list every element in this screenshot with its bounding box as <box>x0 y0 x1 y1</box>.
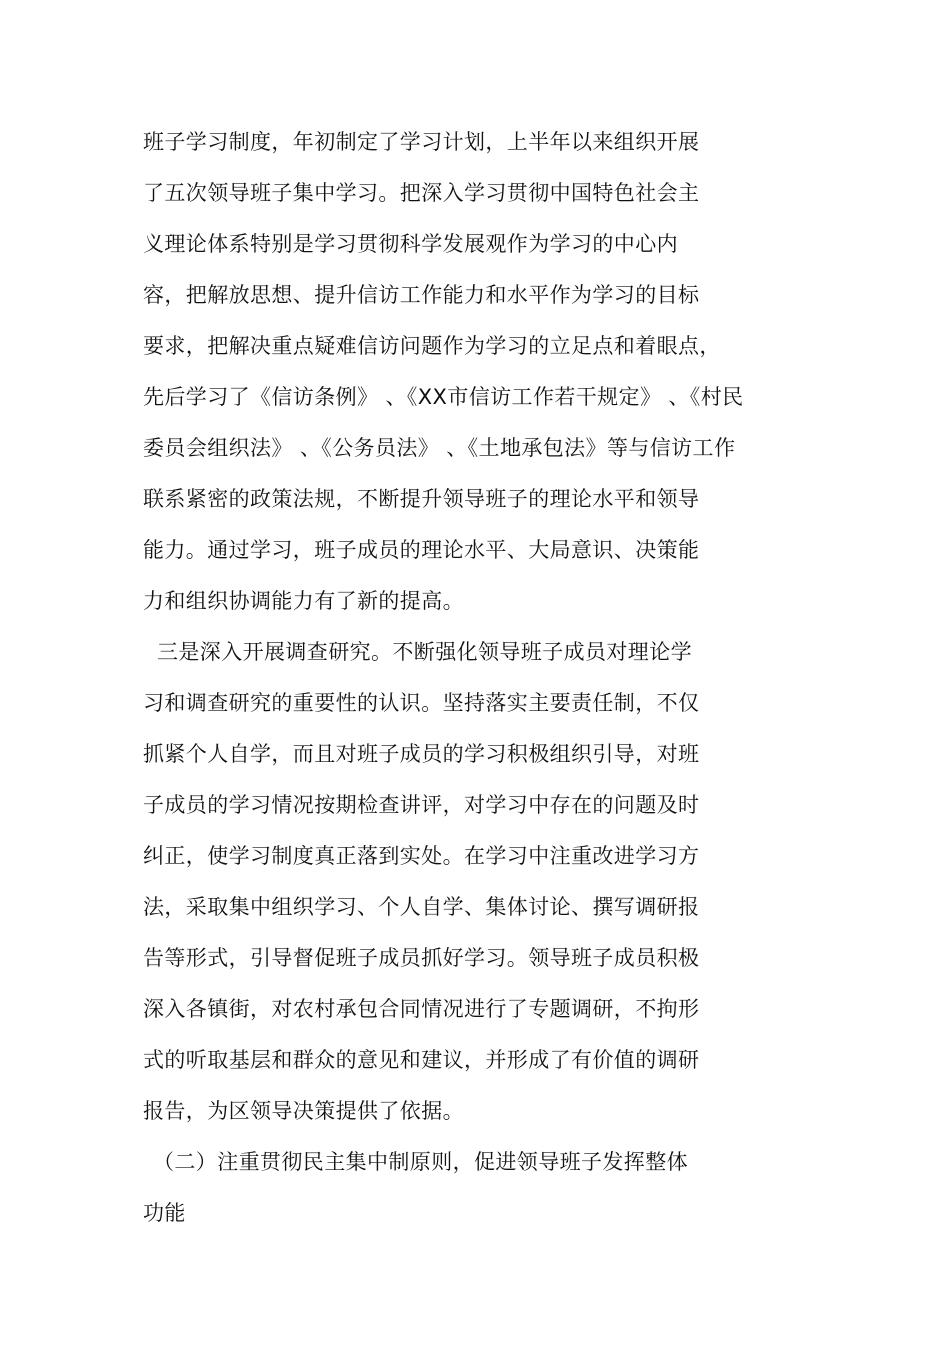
text-line: 了五次领导班子集中学习。把深入学习贯彻中国特色社会主 <box>143 181 700 205</box>
text-line: 深入各镇街，对农村承包合同情况进行了专题调研，不拘形 <box>143 997 700 1021</box>
section-heading-line: （二）注重贯彻民主集中制原则，促进领导班子发挥整体 <box>153 1150 688 1174</box>
text-line: 式的听取基层和群众的意见和建议，并形成了有价值的调研 <box>143 1048 700 1072</box>
text-line: 容，把解放思想、提升信访工作能力和水平作为学习的目标 <box>143 283 700 307</box>
text-line: 子成员的学习情况按期检查讲评，对学习中存在的问题及时 <box>143 793 700 817</box>
section-heading-line: 功能 <box>143 1201 186 1225</box>
text-line: 力和组织协调能力有了新的提高。 <box>143 589 464 613</box>
text-line: 委员会组织法》 、《公务员法》 、《土地承包法》等与信访工作 <box>143 436 736 460</box>
document-body <box>143 121 933 1243</box>
text-line: 要求，把解决重点疑难信访问题作为学习的立足点和着眼点， <box>143 334 721 358</box>
text-line: 习和调查研究的重要性的认识。坚持落实主要责任制，不仅 <box>143 691 700 715</box>
text-line: 义理论体系特别是学习贯彻科学发展观作为学习的中心内 <box>143 232 678 256</box>
text-line: 抓紧个人自学，而且对班子成员的学习积极组织引导，对班 <box>143 742 700 766</box>
text-line: 联系紧密的政策法规，不断提升领导班子的理论水平和领导 <box>143 487 700 511</box>
text-line: 报告，为区领导决策提供了依据。 <box>143 1099 464 1123</box>
text-line: 告等形式，引导督促班子成员抓好学习。领导班子成员积极 <box>143 946 700 970</box>
text-line: 先后学习了《信访条例》 、《XX市信访工作若干规定》 、《村民 <box>143 385 744 409</box>
text-line: 纠正，使学习制度真正落到实处。在学习中注重改进学习方 <box>143 844 700 868</box>
text-line: 能力。通过学习，班子成员的理论水平、大局意识、决策能 <box>143 538 700 562</box>
text-line: 班子学习制度，年初制定了学习计划，上半年以来组织开展 <box>143 130 700 154</box>
paragraph-start-line: 三是深入开展调查研究。不断强化领导班子成员对理论学 <box>157 640 692 664</box>
text-line: 法，采取集中组织学习、个人自学、集体讨论、撰写调研报 <box>143 895 700 919</box>
